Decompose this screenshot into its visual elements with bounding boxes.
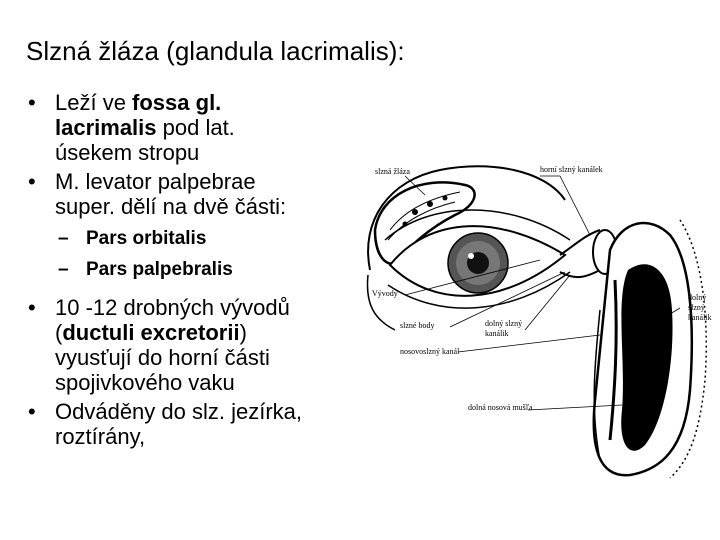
bullet-fossa: • Leží ve fossa gl. lacrimalis pod lat. úsekem stropu — [28, 90, 235, 165]
label-concha: dolná nosová mušľa — [468, 403, 533, 412]
bullet-list — [26, 90, 386, 453]
label-ducts: Vývody — [372, 289, 398, 298]
sub-bullet-orbitalis: – Pars orbitalis — [58, 228, 207, 249]
sub-bullet-palpebralis: – Pars palpebralis — [58, 259, 233, 280]
label-upper-canal: horní slzný kanálek — [540, 165, 603, 174]
nasal-cavity — [594, 220, 707, 478]
label-right-2: slzný — [688, 303, 705, 312]
bullet-levator: • M. levator palpebrae super. dělí na dvě části: — [28, 169, 287, 219]
bullet-marker: • — [28, 169, 36, 194]
label-puncta: slzné body — [400, 321, 435, 330]
label-nasolacrimal: nosovoslzný kanál — [400, 347, 460, 356]
bullet-marker: • — [28, 399, 36, 424]
bullet-drainage: • Odváděny do slz. jezírka, roztírány, — [28, 399, 303, 449]
lacrimal-apparatus-figure — [360, 160, 720, 480]
bullet-marker: • — [28, 90, 36, 115]
label-lower-canal-2: kanálik — [485, 329, 509, 338]
label-gland: slzná žláza — [375, 167, 410, 176]
slide-title: Slzná žláza (glandula lacrimalis): — [26, 36, 405, 66]
bullet-ducts: • 10 -12 drobných vývodů (ductuli excretorii) vyusťují do horní části spojivkového vaku — [28, 295, 290, 395]
label-right-1: dolný — [688, 293, 707, 302]
label-right-3: kanálik — [688, 313, 712, 322]
bullet-marker: • — [28, 295, 36, 320]
label-lower-canal-1: dolný slzný — [485, 319, 523, 328]
